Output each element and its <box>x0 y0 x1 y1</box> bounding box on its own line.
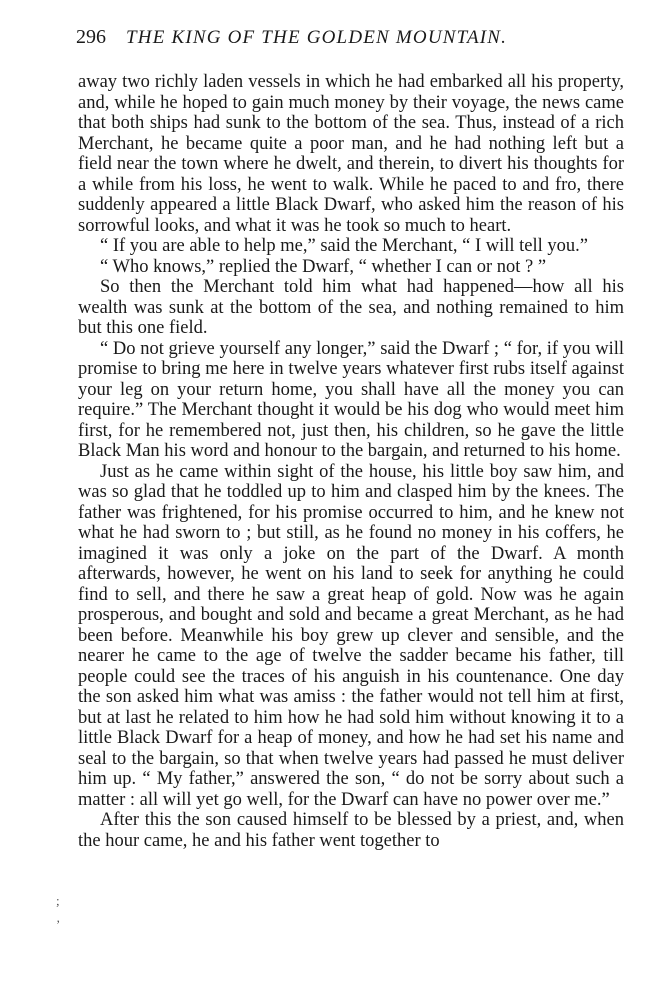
paragraph-6: Just as he came within sight of the house, his little boy saw him, and was so glad that he toddled up to him and clasped him by the knees. The father was frightened, for his promise occurred to him, and he knew not what he had sworn to ; but still, as he found no money in his coffers, he imagined it was only a joke on the part of the Dwarf. A month afterwards, however, he went on his land to seek for anything he could find to sell, and there he saw a great heap of gold. Now was he again prosperous, and bought and sold and became a great Merchant, as he had been before. Meanwhile his boy grew up clever and sensible, and the nearer he came to the age of twelve the sadder became his father, till people could see the traces of his anguish in his countenance. One day the son asked him what was amiss : the father would not tell him at first, but at last he related to him how he had sold him without knowing it to a little Black Dwarf for a heap of money, and how he had set his name and seal to the bargain, so that when twelve years had passed he must deliver him up. “ My father,” answered the son, “ do not be sorry about such a matter : all will yet go well, for the Dwarf can have no power over me.” <box>78 461 624 810</box>
running-title: THE KING OF THE GOLDEN MOUNTAIN. <box>126 27 508 48</box>
paragraph-1: away two richly laden vessels in which he had embarked all his property, and, while he hoped to gain much money by their voyage, the news came that both ships had sunk to the bottom of the sea. Thus, instead of a rich Merchant, he became quite a poor man, and he had nothing left but a field near the town where he dwelt, and therein, to divert his thoughts for a while from his loss, he went to walk. While he paced to and fro, there suddenly appeared a little Black Dwarf, who asked him the reason of his sorrowful looks, and what it was he took so much to heart. <box>78 72 624 236</box>
paragraph-7: After this the son caused himself to be blessed by a priest, and, when the hour came, he and his father went together to <box>78 810 624 851</box>
margin-mark: ‚ <box>56 910 61 925</box>
paragraph-3: “ Who knows,” replied the Dwarf, “ whether I can or not ? ” <box>100 256 547 277</box>
body-text <box>78 72 624 851</box>
paragraph-2: “ If you are able to help me,” said the Merchant, “ I will tell you.” <box>100 236 589 256</box>
margin-mark: ; <box>56 893 60 908</box>
paragraph-4: So then the Merchant told him what had happened—how all his wealth was sunk at the bottom of the sea, and nothing remained to him but this one field. <box>78 277 624 338</box>
paragraph-5: “ Do not grieve yourself any longer,” said the Dwarf ; “ for, if you will promise to bring me here in twelve years whatever first rubs itself against your leg on your return home, you shall have all the money you can require.” The Merchant thought it would be his dog who would meet him first, for he remembered not, just then, his children, so he gave the little Black Man his word and honour to the bargain, and returned to his home. <box>78 338 624 461</box>
page-number: 296 <box>76 26 106 48</box>
running-head <box>76 26 636 54</box>
